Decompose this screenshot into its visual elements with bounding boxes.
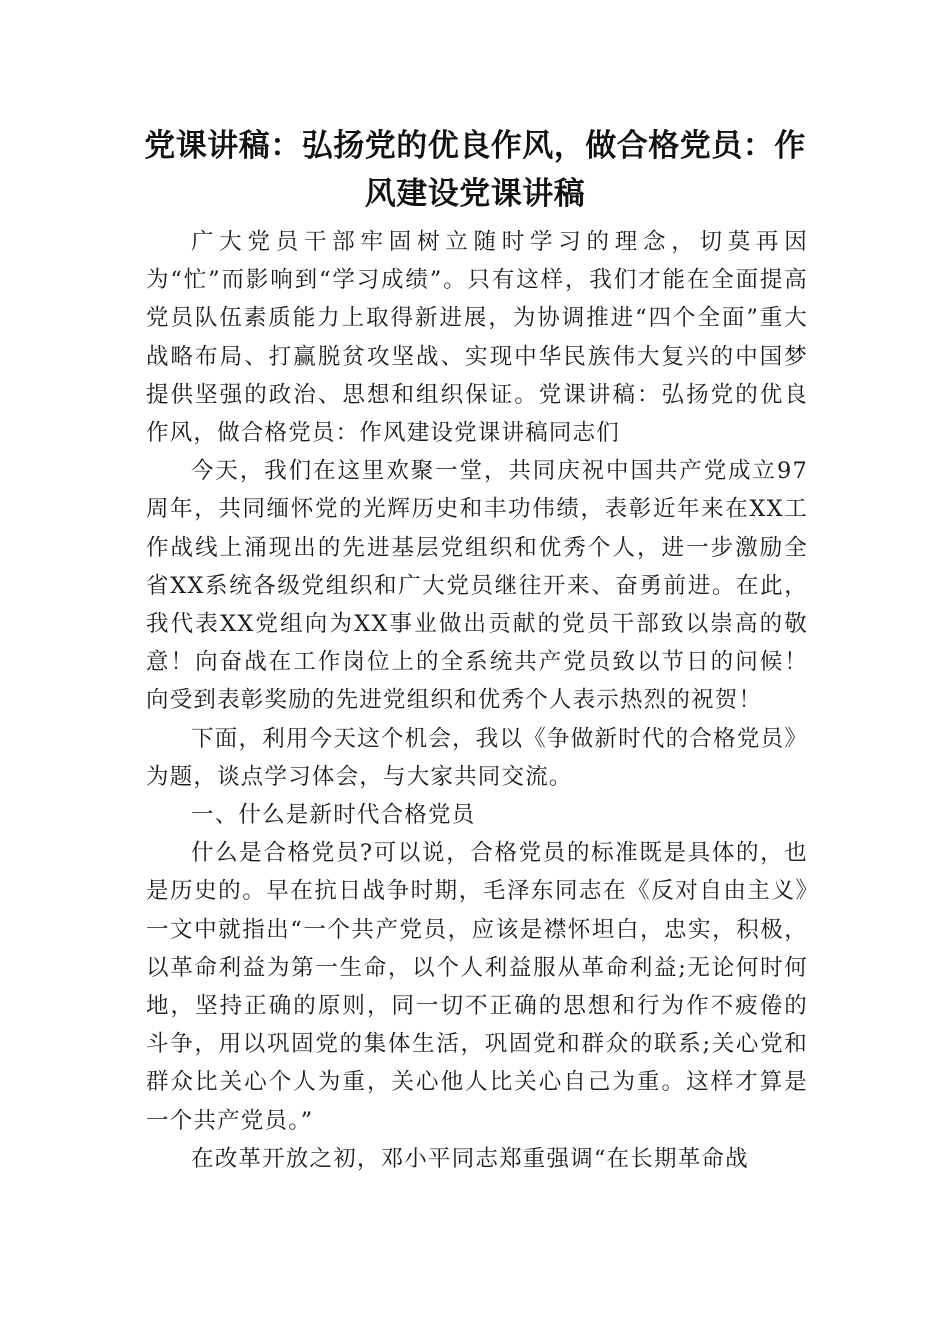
paragraph-topic: 下面，利用今天这个机会，我以《争做新时代的合格党员》为题，谈点学习体会，与大家共同交流。	[146, 725, 808, 790]
paragraph-reform: 在改革开放之初，邓小平同志郑重强调“在长期革命战	[191, 1145, 749, 1172]
section-heading: 一、什么是新时代合格党员	[191, 802, 476, 829]
paragraph-intro: 广大党员干部牢固树立随时学习的理念，切莫再因为“忙”而影响到“学习成绩”。只有这样，我们才能在全面提高党员队伍素质能力上取得新进展，为协调推进“四个全面”重大战略布局、打赢脱贫攻坚战、实现中华民族伟大复兴的中国梦提供坚强的政治、思想和组织保证。党课讲稿：弘扬党的优良作风，做合格党员：作风建设党课讲稿同志们	[146, 229, 808, 447]
document-body	[146, 223, 808, 1178]
paragraph-definition: 什么是合格党员?可以说，合格党员的标准既是具体的，也是历史的。早在抗日战争时期，毛泽东同志在《反对自由主义》一文中就指出“一个共产党员，应该是襟怀坦白，忠实，积极，以革命利益为第一生命，以个人利益服从革命利益;无论何时何地，坚持正确的原则，同一切不正确的思想和行为作不疲倦的斗争，用以巩固党的集体生活，巩固党和群众的联系;关心党和群众比关心个人为重，关心他人比关心自己为重。这样才算是一个共产党员。”	[146, 840, 808, 1134]
paragraph-celebration: 今天，我们在这里欢聚一堂，共同庆祝中国共产党成立97周年，共同缅怀党的光辉历史和丰功伟绩，表彰近年来在XX工作战线上涌现出的先进基层党组织和优秀个人，进一步激励全省XX系统各级党组织和广大党员继往开来、奋勇前进。在此，我代表XX党组向为XX事业做出贡献的党员干部致以崇高的敬意！向奋战在工作岗位上的全系统共产党员致以节日的问候！向受到表彰奖励的先进党组织和优秀个人表示热烈的祝贺！	[146, 458, 808, 714]
document-title: 党课讲稿：弘扬党的优良作风，做合格党员：作风建设党课讲稿	[144, 128, 806, 212]
